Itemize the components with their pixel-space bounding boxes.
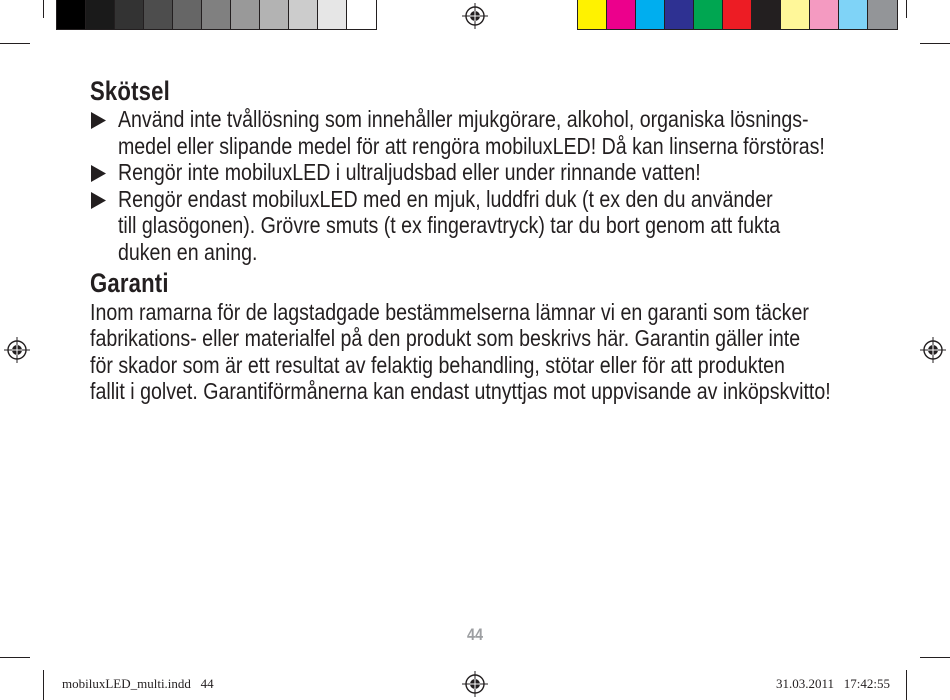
guarantee-paragraph (90, 298, 831, 405)
bullet-text (112, 186, 780, 266)
file-name-slug: mobiluxLED_multi.indd 44 (62, 676, 214, 691)
crop-mark (43, 670, 44, 700)
text-line: fallit i golvet. Garantiförmånerna kan endast utnyttjas mot uppvisande av inköpskvitto! (90, 378, 831, 405)
color-swatch (578, 0, 607, 29)
text-line: fabrikations- eller materialfel på den produkt som beskrivs här. Garantin gäller inte (90, 325, 801, 352)
color-swatch (868, 0, 897, 29)
color-swatch (694, 0, 723, 29)
crop-mark (906, 0, 907, 18)
care-heading: Skötsel (90, 76, 170, 106)
guarantee-heading: Garanti (90, 267, 169, 298)
crosshair-registration-icon (462, 3, 488, 29)
gray-swatch (115, 0, 144, 29)
color-swatch (665, 0, 694, 29)
bullet-item (90, 159, 880, 186)
guarantee-section (90, 268, 880, 405)
text-line: Använd inte tvållösning som innehåller mjukgörare, alkohol, organiska lösnings- (117, 106, 809, 132)
text-line: medel eller slipande medel för att rengöra mobiluxLED! Då kan linserna förstöras! (117, 132, 825, 159)
bullet-item (90, 186, 880, 266)
process-color-bar (577, 0, 898, 30)
color-swatch (723, 0, 752, 29)
crosshair-registration-icon (920, 337, 946, 363)
gray-swatch (57, 0, 86, 29)
gray-swatch (144, 0, 173, 29)
manual-page-content (90, 76, 880, 405)
color-swatch (752, 0, 781, 29)
page-number: 44 (467, 625, 484, 644)
color-swatch (839, 0, 868, 29)
right-triangle-bullet-icon (90, 192, 112, 209)
bullet-item (90, 106, 880, 159)
gray-swatch (173, 0, 202, 29)
grayscale-color-bar (56, 0, 377, 30)
color-swatch (607, 0, 636, 29)
text-line: Inom ramarna för de lagstadgade bestämmelserna lämnar vi en garanti som täcker (90, 298, 809, 325)
timestamp-slug: 31.03.2011 17:42:55 (776, 676, 890, 691)
crop-mark (920, 657, 950, 658)
color-swatch (781, 0, 810, 29)
gray-swatch (318, 0, 347, 29)
crop-mark (43, 0, 44, 18)
right-triangle-bullet-icon (90, 165, 112, 182)
gray-swatch (289, 0, 318, 29)
text-line: duken en aning. (117, 238, 258, 265)
bullet-text (112, 159, 701, 186)
bullet-text (112, 106, 825, 159)
gray-swatch (86, 0, 115, 29)
care-section (90, 76, 880, 266)
crosshair-registration-icon (462, 671, 488, 697)
crop-mark (0, 657, 30, 658)
crop-mark (906, 670, 907, 700)
crosshair-registration-icon (4, 337, 30, 363)
text-line: Rengör endast mobiluxLED med en mjuk, luddfri duk (t ex den du använder (117, 185, 773, 212)
crop-mark (920, 43, 950, 44)
right-triangle-bullet-icon (90, 112, 112, 129)
text-line: Rengör inte mobiluxLED i ultraljudsbad eller under rinnande vatten! (117, 159, 701, 186)
gray-swatch (231, 0, 260, 29)
gray-swatch (202, 0, 231, 29)
gray-swatch (347, 0, 376, 29)
text-line: för skador som är ett resultat av felaktig behandling, stötar eller för att produkten (90, 351, 785, 378)
color-swatch (636, 0, 665, 29)
gray-swatch (260, 0, 289, 29)
crop-mark (0, 43, 30, 44)
text-line: till glasögonen). Grövre smuts (t ex fingeravtryck) tar du bort genom att fukta (117, 212, 781, 239)
color-swatch (810, 0, 839, 29)
